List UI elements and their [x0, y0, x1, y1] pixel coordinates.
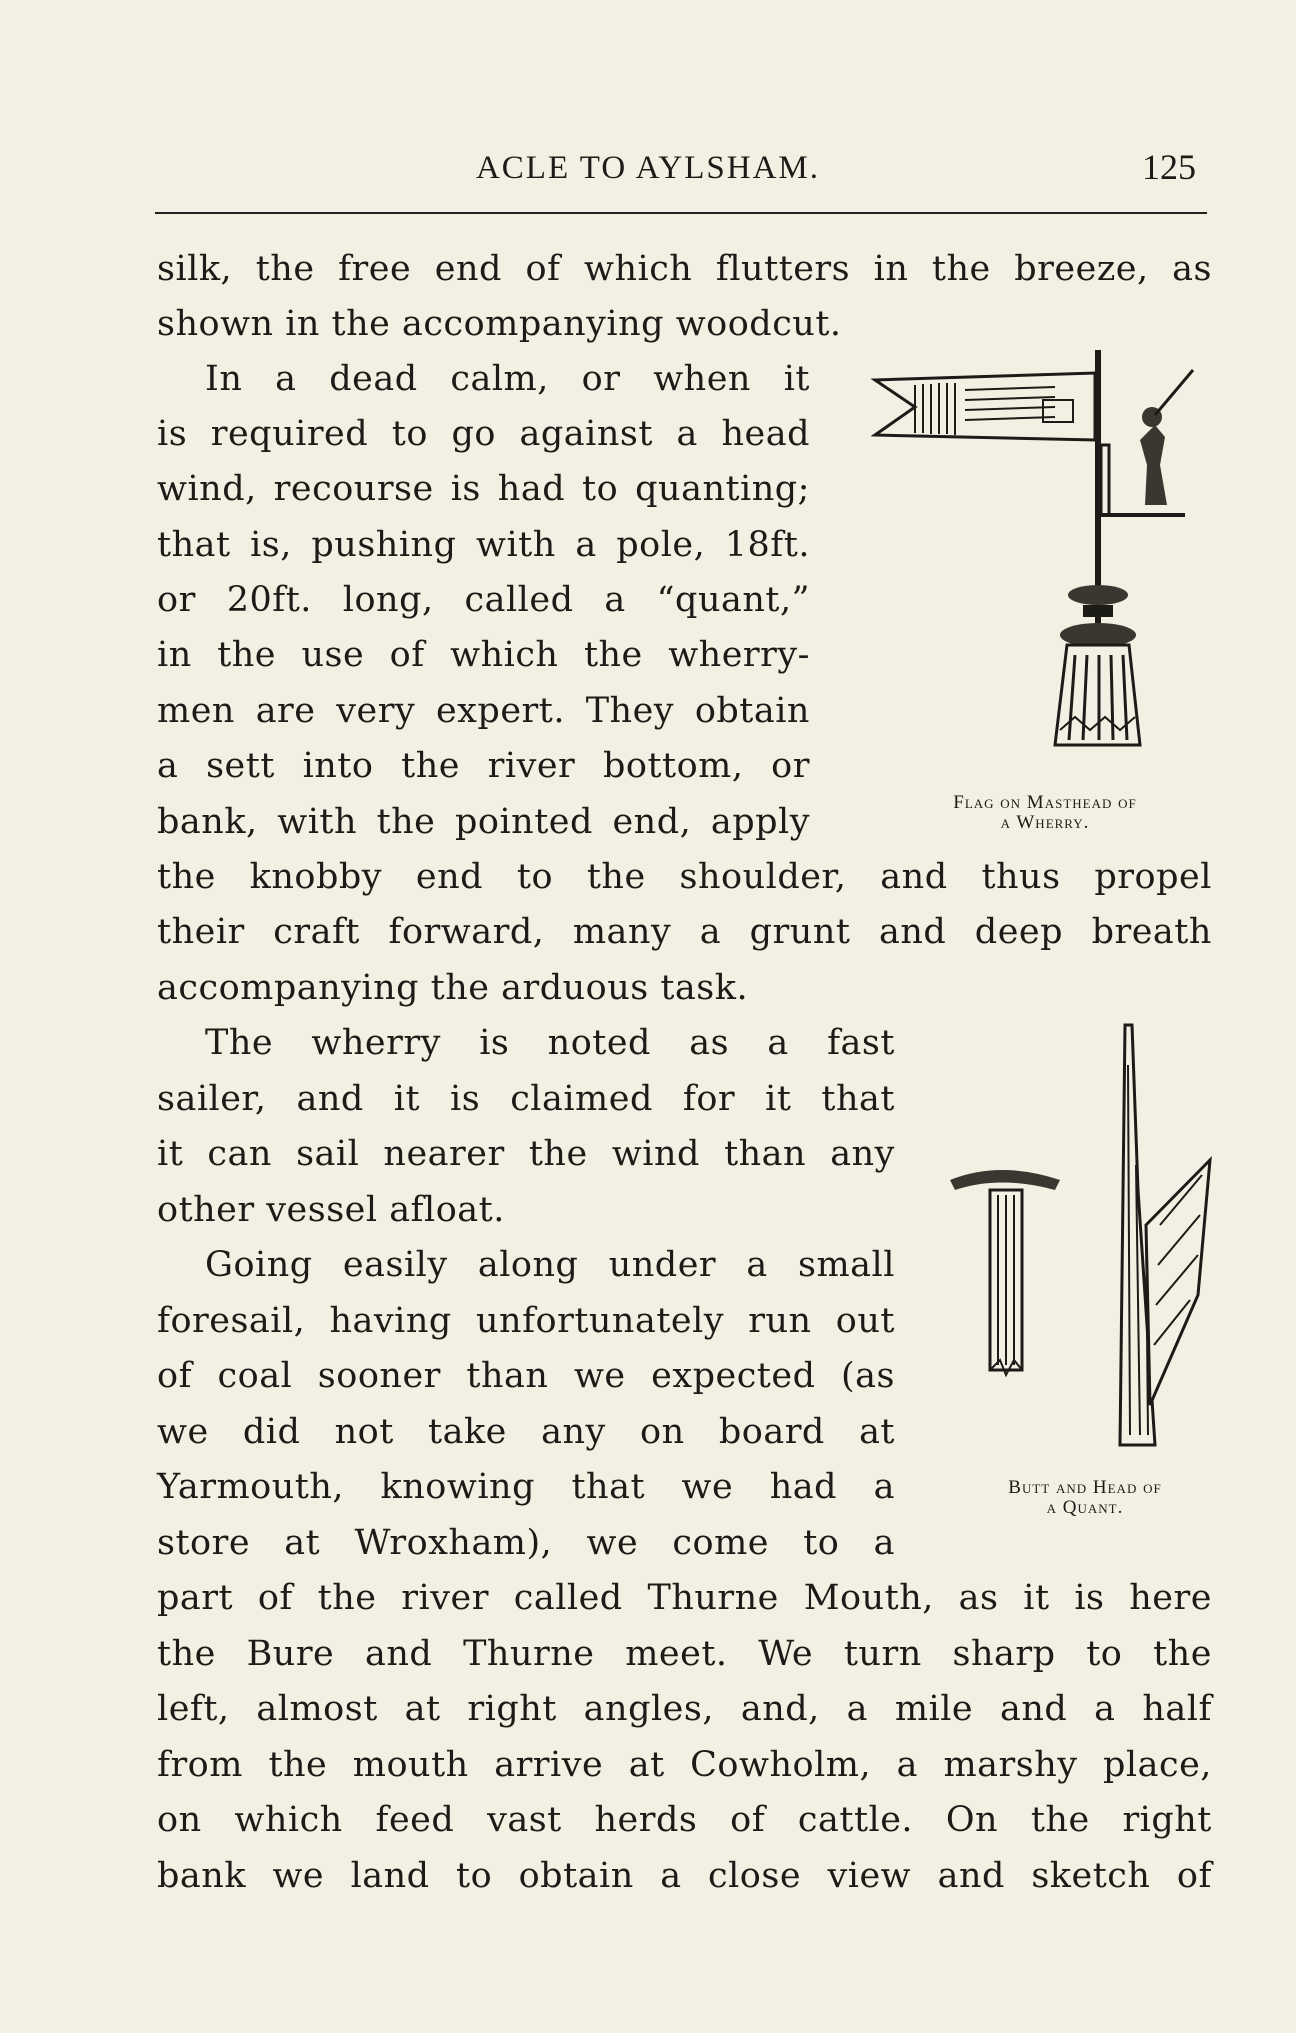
- text-line: bank we land to obtain a close view and sketch of: [157, 1856, 1212, 1896]
- text-line: of coal sooner than we expected (as: [157, 1356, 895, 1396]
- text-line: Going easily along under a small: [205, 1245, 895, 1285]
- text-line: In a dead calm, or when it: [205, 359, 810, 399]
- text-line: the knobby end to the shoulder, and thus propel: [157, 857, 1212, 897]
- text-line: in the use of which the wherry-: [157, 635, 810, 675]
- text-line: shown in the accompanying woodcut.: [157, 304, 842, 344]
- flag-woodcut-illustration: [855, 345, 1215, 775]
- header-rule: [155, 212, 1207, 214]
- text-line: store at Wroxham), we come to a: [157, 1523, 895, 1563]
- running-title: ACLE TO AYLSHAM.: [475, 150, 821, 186]
- flag-caption-line2: a Wherry.: [1000, 812, 1090, 833]
- text-line: sailer, and it is claimed for it that: [157, 1079, 895, 1119]
- text-line: is required to go against a head: [157, 414, 810, 454]
- quant-caption-line2: a Quant.: [1046, 1497, 1124, 1518]
- page-number: 125: [1142, 147, 1196, 187]
- text-line: The wherry is noted as a fast: [205, 1023, 895, 1063]
- text-line: from the mouth arrive at Cowholm, a marshy place,: [157, 1745, 1212, 1785]
- flag-caption-line1: Flag on Masthead of: [953, 792, 1137, 813]
- text-line: left, almost at right angles, and, a mile and a half: [157, 1689, 1212, 1729]
- text-line: accompanying the arduous task.: [157, 968, 749, 1008]
- text-line: bank, with the pointed end, apply: [157, 802, 810, 842]
- text-line: wind, recourse is had to quanting;: [157, 469, 810, 509]
- text-line: silk, the free end of which flutters in the breeze, as: [157, 249, 1212, 289]
- text-line: it can sail nearer the wind than any: [157, 1134, 895, 1174]
- quant-caption: [940, 1478, 1230, 1518]
- text-line: Yarmouth, knowing that we had a: [157, 1467, 895, 1507]
- text-line: the Bure and Thurne meet. We turn sharp to the: [157, 1634, 1212, 1674]
- text-line: we did not take any on board at: [157, 1412, 895, 1452]
- quant-woodcut-illustration: [940, 1025, 1220, 1455]
- text-line: a sett into the river bottom, or: [157, 746, 810, 786]
- quant-caption-line1: Butt and Head of: [1008, 1477, 1162, 1498]
- text-line: their craft forward, many a grunt and deep breath: [157, 912, 1212, 952]
- text-line: other vessel afloat.: [157, 1190, 505, 1230]
- text-line: men are very expert. They obtain: [157, 691, 810, 731]
- text-line: foresail, having unfortunately run out: [157, 1301, 895, 1341]
- text-line: or 20ft. long, called a “quant,”: [157, 580, 810, 620]
- flag-caption: [880, 793, 1210, 833]
- text-line: part of the river called Thurne Mouth, as it is here: [157, 1578, 1212, 1618]
- text-line: on which feed vast herds of cattle. On the right: [157, 1800, 1212, 1840]
- text-line: that is, pushing with a pole, 18ft.: [157, 525, 810, 565]
